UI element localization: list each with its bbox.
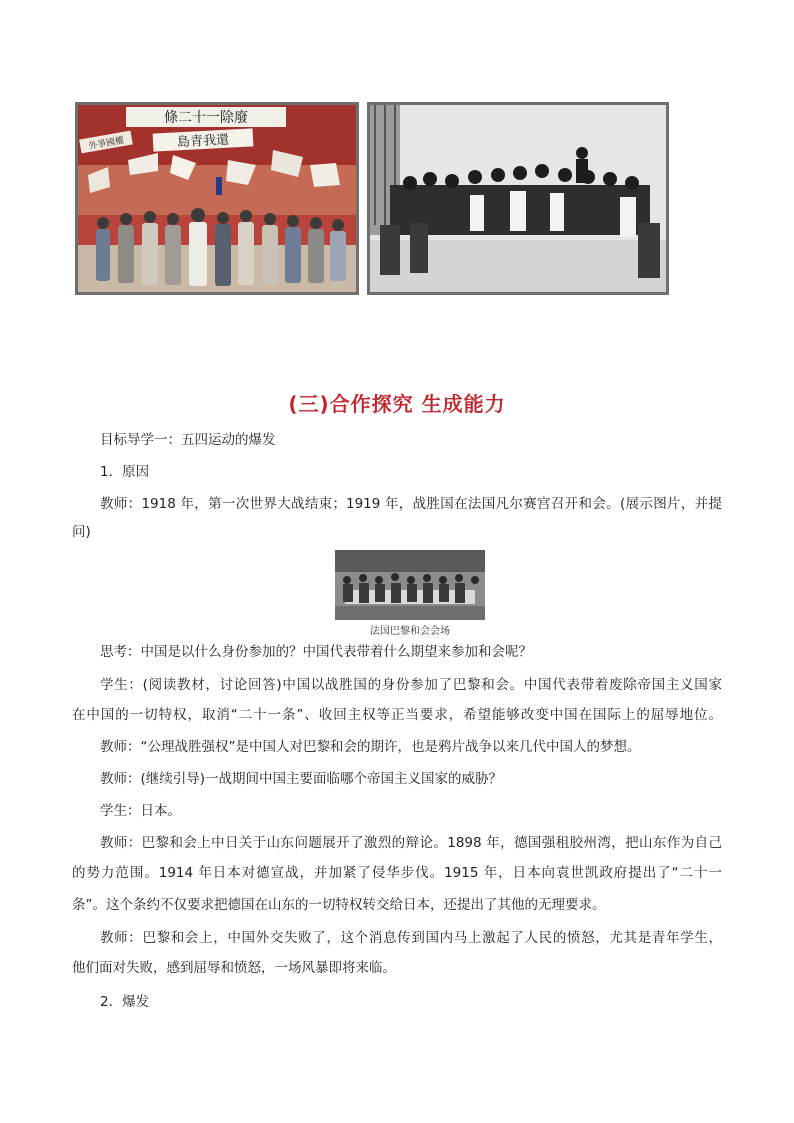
banner-mid-text: 島青我還	[176, 132, 230, 151]
goal-heading: 目标导学一：五四运动的爆发	[100, 432, 276, 448]
paragraph-5: 学生：日本。	[100, 803, 181, 819]
paragraph-7-line-1: 教师：巴黎和会上，中国外交失败了，这个消息传到国内马上激起了人民的愤怒，尤其是青年学生，	[100, 930, 722, 946]
paris-conference-photo	[335, 550, 485, 620]
crowd-gathering-photo	[367, 102, 669, 295]
paragraph-7-line-2: 他们面对失败，感到屈辱和愤怒，一场风暴即将来临。	[72, 960, 396, 976]
paragraph-1-line-1: 教师：1918 年，第一次世界大战结束；1919 年，战胜国在法国凡尔赛宫召开和会。(展示图片，并提	[100, 496, 722, 512]
protest-march-photo	[75, 102, 359, 295]
paragraph-6-line-2: 的势力范围。1914 年日本对德宣战，并加紧了侵华步伐。1915 年，日本向袁世凯政府提出了“二十一	[72, 865, 722, 881]
paragraph-6-line-1: 教师：巴黎和会上中日关于山东问题展开了激烈的辩论。1898 年，德国强租胶州湾，把山东作为自己	[100, 835, 722, 851]
section-title: (三)合作探究 生成能力	[288, 392, 506, 416]
cause-heading: 1．原因	[100, 464, 150, 480]
paragraph-6-line-3: 条”。这个条约不仅要求把德国在山东的一切特权转交给日本，还提出了其他的无理要求。	[72, 897, 606, 913]
paragraph-4: 教师：(继续引导)一战期间中国主要面临哪个帝国主义国家的威胁？	[100, 771, 503, 787]
banner-top-text: 條二十一除廢	[164, 110, 248, 126]
outbreak-heading: 2．爆发	[100, 994, 150, 1010]
figure-caption: 法国巴黎和会会场	[370, 626, 450, 637]
paragraph-1-line-2: 问)	[72, 524, 91, 540]
paragraph-2-line-2: 在中国的一切特权，取消“二十一条”、收回主权等正当要求，希望能够改变中国在国际上的屈辱地位。	[72, 707, 722, 723]
question-1: 思考：中国是以什么身份参加的？中国代表带着什么期望来参加和会呢？	[100, 644, 532, 660]
paragraph-2-line-1: 学生：(阅读教材，讨论回答)中国以战胜国的身份参加了巴黎和会。中国代表带着废除帝国主义国家	[100, 677, 722, 693]
paragraph-3: 教师：“公理战胜强权”是中国人对巴黎和会的期许，也是鸦片战争以来几代中国人的梦想。	[100, 739, 641, 755]
banner-small-text: 外爭國權	[87, 135, 125, 153]
